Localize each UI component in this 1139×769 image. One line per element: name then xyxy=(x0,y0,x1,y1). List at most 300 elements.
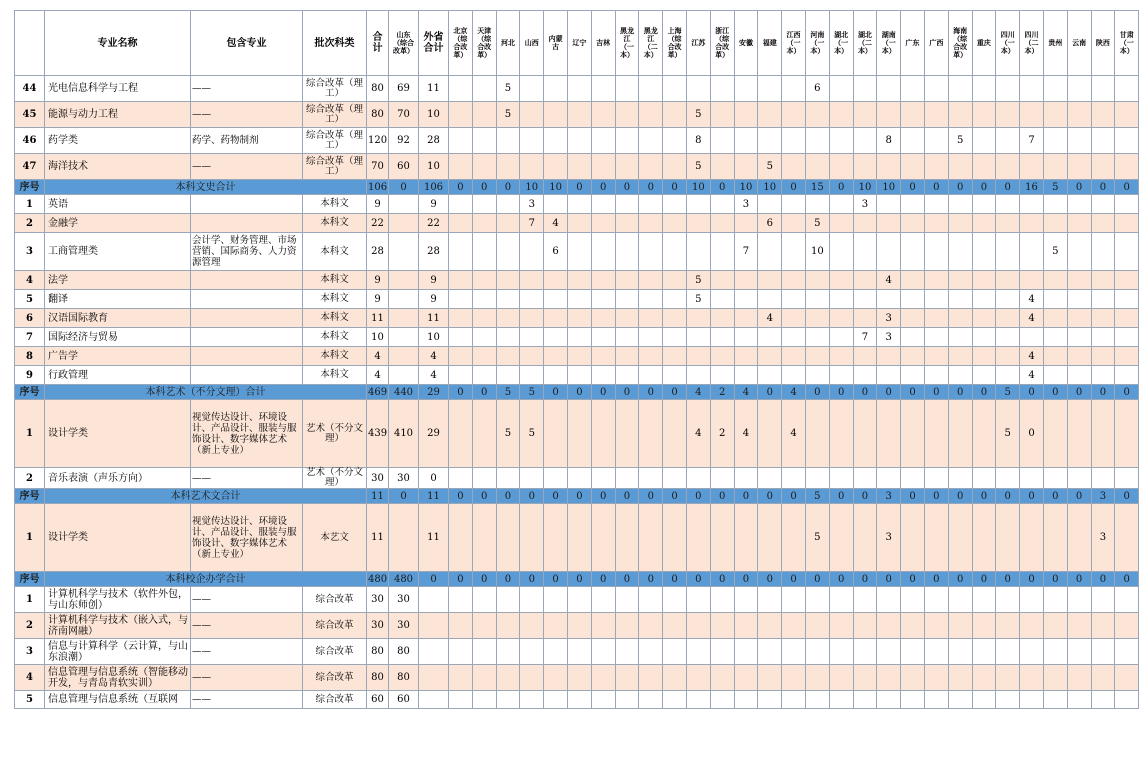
header-province: 海南（综合改革） xyxy=(948,11,972,76)
province-count: 0 xyxy=(663,572,687,587)
province-count: 0 xyxy=(996,489,1020,504)
province-count xyxy=(496,271,520,290)
row-total: 120 xyxy=(367,128,389,154)
batch-category: 综合改革 xyxy=(303,613,367,639)
province-count xyxy=(758,639,782,665)
province-count xyxy=(734,366,758,385)
province-count: 2 xyxy=(710,385,734,400)
province-count xyxy=(829,665,853,691)
province-count: 0 xyxy=(591,385,615,400)
province-count xyxy=(449,309,473,328)
province-count xyxy=(924,128,948,154)
province-count xyxy=(972,154,996,180)
province-count xyxy=(520,665,544,691)
province-count xyxy=(591,366,615,385)
province-count xyxy=(901,102,925,128)
province-count xyxy=(1115,290,1139,309)
province-count xyxy=(1115,665,1139,691)
province-count: 0 xyxy=(544,572,568,587)
province-count xyxy=(829,504,853,572)
province-count xyxy=(686,233,710,271)
province-count xyxy=(901,691,925,709)
province-count xyxy=(1020,154,1044,180)
province-count xyxy=(449,691,473,709)
province-count xyxy=(639,400,663,468)
province-count xyxy=(663,504,687,572)
province-count: 0 xyxy=(567,385,591,400)
province-count: 10 xyxy=(520,180,544,195)
province-count xyxy=(1020,468,1044,489)
province-count: 4 xyxy=(1020,290,1044,309)
province-count xyxy=(591,290,615,309)
province-count xyxy=(805,102,829,128)
province-count xyxy=(639,290,663,309)
row-total: 22 xyxy=(367,214,389,233)
province-count: 0 xyxy=(1043,385,1067,400)
province-count xyxy=(1115,233,1139,271)
province-count: 4 xyxy=(877,271,901,290)
province-count: 0 xyxy=(996,180,1020,195)
province-count xyxy=(805,195,829,214)
province-count xyxy=(710,613,734,639)
outside-total: 4 xyxy=(419,366,449,385)
subtotal-row xyxy=(15,572,1139,587)
province-count xyxy=(615,128,639,154)
province-count xyxy=(615,347,639,366)
outside-total: 29 xyxy=(419,400,449,468)
province-count xyxy=(591,214,615,233)
province-count xyxy=(901,128,925,154)
province-count xyxy=(710,691,734,709)
province-count: 5 xyxy=(805,489,829,504)
province-count: 0 xyxy=(710,489,734,504)
province-count: 3 xyxy=(520,195,544,214)
subtotal-row xyxy=(15,489,1139,504)
included-majors xyxy=(191,214,303,233)
province-count xyxy=(710,128,734,154)
shandong-count xyxy=(389,290,419,309)
province-count xyxy=(972,347,996,366)
province-count xyxy=(1091,290,1115,309)
province-count xyxy=(996,328,1020,347)
province-count xyxy=(853,154,877,180)
province-count xyxy=(639,195,663,214)
province-count xyxy=(567,102,591,128)
province-count xyxy=(615,309,639,328)
province-count xyxy=(805,366,829,385)
province-count xyxy=(615,233,639,271)
province-count xyxy=(1115,271,1139,290)
outside-total: 9 xyxy=(419,195,449,214)
province-count xyxy=(1091,400,1115,468)
province-count xyxy=(758,271,782,290)
province-count xyxy=(805,328,829,347)
province-count xyxy=(710,328,734,347)
province-count xyxy=(544,128,568,154)
province-count: 0 xyxy=(853,489,877,504)
province-count: 0 xyxy=(924,385,948,400)
included-majors: 药学、药物制剂 xyxy=(191,128,303,154)
province-count xyxy=(924,347,948,366)
row-total: 10 xyxy=(367,328,389,347)
province-count: 0 xyxy=(1043,572,1067,587)
province-count xyxy=(1091,366,1115,385)
province-count xyxy=(615,290,639,309)
province-count xyxy=(782,195,806,214)
province-count xyxy=(591,328,615,347)
province-count xyxy=(686,309,710,328)
province-count xyxy=(639,214,663,233)
province-count xyxy=(472,504,496,572)
province-count xyxy=(1067,271,1091,290)
province-count xyxy=(924,328,948,347)
province-count xyxy=(615,400,639,468)
province-count xyxy=(449,665,473,691)
row-total: 106 xyxy=(368,181,388,193)
batch-category: 本科文 xyxy=(303,328,367,347)
province-count: 0 xyxy=(591,572,615,587)
header-province: 安徽 xyxy=(734,11,758,76)
province-count xyxy=(567,504,591,572)
province-count xyxy=(924,154,948,180)
province-count xyxy=(567,468,591,489)
province-count xyxy=(758,504,782,572)
province-count xyxy=(948,691,972,709)
header-province: 黑龙江（一本） xyxy=(615,11,639,76)
province-count xyxy=(853,639,877,665)
outside-total: 0 xyxy=(419,468,449,489)
province-count xyxy=(924,76,948,102)
province-count xyxy=(1091,128,1115,154)
major-name: 广告学 xyxy=(45,347,191,366)
shandong-count: 80 xyxy=(389,639,419,665)
table-header-row xyxy=(15,11,1139,76)
province-count xyxy=(639,366,663,385)
shandong-count xyxy=(389,328,419,347)
major-name: 行政管理 xyxy=(45,366,191,385)
header-province: 湖北（二本） xyxy=(853,11,877,76)
row-index: 1 xyxy=(15,195,45,214)
province-count: 5 xyxy=(1043,180,1067,195)
province-count xyxy=(567,639,591,665)
row-total: 30 xyxy=(367,613,389,639)
province-count xyxy=(710,195,734,214)
province-count xyxy=(1067,587,1091,613)
province-count xyxy=(496,233,520,271)
province-count: 0 xyxy=(639,385,663,400)
province-count: 5 xyxy=(686,102,710,128)
province-count xyxy=(710,665,734,691)
province-count: 0 xyxy=(758,489,782,504)
province-count xyxy=(472,468,496,489)
subtotal-row xyxy=(15,180,1139,195)
province-count xyxy=(639,233,663,271)
province-count xyxy=(734,691,758,709)
province-count xyxy=(996,587,1020,613)
header-major-name: 专业名称 xyxy=(45,11,191,76)
province-count xyxy=(829,639,853,665)
row-index: 45 xyxy=(15,102,45,128)
province-count xyxy=(996,309,1020,328)
province-count xyxy=(853,309,877,328)
province-count xyxy=(544,328,568,347)
province-count xyxy=(1091,691,1115,709)
batch-category: 本科文 xyxy=(303,271,367,290)
province-count xyxy=(710,366,734,385)
province-count xyxy=(782,102,806,128)
province-count xyxy=(615,76,639,102)
province-count xyxy=(567,309,591,328)
province-count xyxy=(496,128,520,154)
province-count xyxy=(829,102,853,128)
province-count: 5 xyxy=(686,154,710,180)
header-province: 浙江（综合改革） xyxy=(710,11,734,76)
enrollment-plan-table xyxy=(14,10,1139,709)
province-count xyxy=(805,639,829,665)
province-count xyxy=(591,468,615,489)
major-name: 法学 xyxy=(45,271,191,290)
province-count xyxy=(615,613,639,639)
province-count xyxy=(996,366,1020,385)
province-count: 0 xyxy=(948,572,972,587)
province-count xyxy=(853,290,877,309)
province-count xyxy=(829,366,853,385)
province-count xyxy=(1115,195,1139,214)
province-count xyxy=(829,154,853,180)
province-count xyxy=(567,691,591,709)
province-count xyxy=(663,195,687,214)
major-name: 计算机科学与技术（软件外包，与山东师创） xyxy=(45,587,191,613)
province-count xyxy=(782,366,806,385)
province-count: 0 xyxy=(924,489,948,504)
province-count xyxy=(996,214,1020,233)
province-count xyxy=(972,102,996,128)
subtotal-label: 本科艺术（不分文理）合计 xyxy=(45,385,367,400)
province-count xyxy=(520,347,544,366)
row-index: 7 xyxy=(15,328,45,347)
province-count xyxy=(663,271,687,290)
province-count xyxy=(1067,400,1091,468)
province-count: 0 xyxy=(686,572,710,587)
row-index: 6 xyxy=(15,309,45,328)
province-count xyxy=(924,271,948,290)
province-count xyxy=(449,613,473,639)
province-count xyxy=(496,366,520,385)
batch-category: 本艺文 xyxy=(303,504,367,572)
province-count xyxy=(544,271,568,290)
row-total: 11 xyxy=(367,489,389,504)
province-count: 3 xyxy=(877,328,901,347)
province-count xyxy=(924,309,948,328)
province-count xyxy=(449,504,473,572)
province-count xyxy=(877,290,901,309)
province-count xyxy=(496,309,520,328)
province-count xyxy=(1067,328,1091,347)
province-count: 0 xyxy=(1043,489,1067,504)
province-count: 0 xyxy=(758,385,782,400)
province-count xyxy=(782,128,806,154)
province-count: 0 xyxy=(472,180,496,195)
included-majors: —— xyxy=(191,154,303,180)
outside-total xyxy=(419,639,449,665)
province-count xyxy=(996,128,1020,154)
province-count xyxy=(853,613,877,639)
province-count xyxy=(1115,214,1139,233)
province-count: 2 xyxy=(710,400,734,468)
province-count xyxy=(1020,665,1044,691)
province-count xyxy=(520,639,544,665)
province-count xyxy=(1091,309,1115,328)
subtotal-index-label: 序号 xyxy=(15,572,45,587)
province-count xyxy=(686,639,710,665)
province-count xyxy=(544,665,568,691)
province-count: 5 xyxy=(520,400,544,468)
province-count xyxy=(829,400,853,468)
included-majors xyxy=(191,195,303,214)
province-count xyxy=(615,214,639,233)
province-count xyxy=(948,214,972,233)
province-count xyxy=(496,504,520,572)
outside-total: 11 xyxy=(419,489,449,504)
province-count xyxy=(782,154,806,180)
included-majors xyxy=(191,271,303,290)
province-count xyxy=(1043,665,1067,691)
header-province: 贵州 xyxy=(1043,11,1067,76)
province-count xyxy=(615,665,639,691)
province-count xyxy=(710,290,734,309)
province-count xyxy=(996,102,1020,128)
province-count xyxy=(1067,154,1091,180)
province-count xyxy=(1067,347,1091,366)
province-count xyxy=(972,309,996,328)
province-count xyxy=(1067,195,1091,214)
province-count xyxy=(782,587,806,613)
outside-total: 106 xyxy=(419,180,449,195)
province-count: 5 xyxy=(496,76,520,102)
province-count xyxy=(758,665,782,691)
province-count xyxy=(996,195,1020,214)
outside-total: 22 xyxy=(419,214,449,233)
province-count xyxy=(591,76,615,102)
province-count xyxy=(1043,271,1067,290)
province-count xyxy=(686,587,710,613)
province-count xyxy=(948,76,972,102)
province-count: 0 xyxy=(805,385,829,400)
header-province: 重庆 xyxy=(972,11,996,76)
province-count xyxy=(1091,76,1115,102)
province-count xyxy=(805,665,829,691)
province-count xyxy=(520,154,544,180)
province-count xyxy=(829,328,853,347)
major-name: 国际经济与贸易 xyxy=(45,328,191,347)
row-index: 47 xyxy=(15,154,45,180)
row-total: 70 xyxy=(367,154,389,180)
province-count xyxy=(663,328,687,347)
province-count xyxy=(639,587,663,613)
table-row xyxy=(15,195,1139,214)
province-count xyxy=(639,613,663,639)
province-count xyxy=(972,233,996,271)
batch-category: 综合改革（理工） xyxy=(303,76,367,102)
outside-total xyxy=(419,587,449,613)
province-count: 3 xyxy=(1091,489,1115,504)
province-count xyxy=(1020,587,1044,613)
province-count xyxy=(1091,102,1115,128)
included-majors: —— xyxy=(191,468,303,489)
province-count: 0 xyxy=(615,180,639,195)
province-count xyxy=(948,639,972,665)
province-count xyxy=(948,154,972,180)
province-count xyxy=(567,128,591,154)
province-count xyxy=(686,347,710,366)
table-row xyxy=(15,468,1139,489)
province-count xyxy=(1020,76,1044,102)
province-count xyxy=(805,587,829,613)
province-count: 4 xyxy=(734,385,758,400)
province-count xyxy=(782,691,806,709)
province-count xyxy=(449,366,473,385)
province-count: 10 xyxy=(853,180,877,195)
province-count xyxy=(1020,691,1044,709)
province-count xyxy=(639,504,663,572)
province-count xyxy=(639,128,663,154)
province-count xyxy=(972,613,996,639)
province-count xyxy=(734,504,758,572)
province-count xyxy=(449,128,473,154)
province-count xyxy=(639,468,663,489)
province-count: 10 xyxy=(734,180,758,195)
header-province: 天津（综合改革） xyxy=(472,11,496,76)
outside-total: 11 xyxy=(419,504,449,572)
province-count xyxy=(924,233,948,271)
province-count xyxy=(758,587,782,613)
province-count: 0 xyxy=(1115,572,1139,587)
province-count xyxy=(520,102,544,128)
province-count xyxy=(996,639,1020,665)
province-count xyxy=(1020,504,1044,572)
row-total: 80 xyxy=(367,76,389,102)
province-count xyxy=(449,76,473,102)
province-count: 0 xyxy=(615,572,639,587)
province-count xyxy=(710,468,734,489)
province-count: 5 xyxy=(805,214,829,233)
province-count xyxy=(710,233,734,271)
province-count xyxy=(591,665,615,691)
included-majors: —— xyxy=(191,613,303,639)
province-count: 0 xyxy=(639,180,663,195)
province-count xyxy=(1043,76,1067,102)
province-count xyxy=(591,128,615,154)
province-count: 0 xyxy=(1020,400,1044,468)
province-count xyxy=(591,504,615,572)
header-province: 河南（一本） xyxy=(805,11,829,76)
province-count xyxy=(449,347,473,366)
province-count xyxy=(829,587,853,613)
province-count xyxy=(996,613,1020,639)
province-count xyxy=(615,271,639,290)
province-count: 0 xyxy=(829,572,853,587)
province-count xyxy=(734,154,758,180)
province-count xyxy=(663,613,687,639)
province-count xyxy=(996,665,1020,691)
header-province: 江苏 xyxy=(686,11,710,76)
province-count: 10 xyxy=(758,180,782,195)
province-count xyxy=(948,271,972,290)
province-count xyxy=(996,154,1020,180)
province-count xyxy=(1043,587,1067,613)
province-count xyxy=(877,233,901,271)
province-count xyxy=(782,347,806,366)
